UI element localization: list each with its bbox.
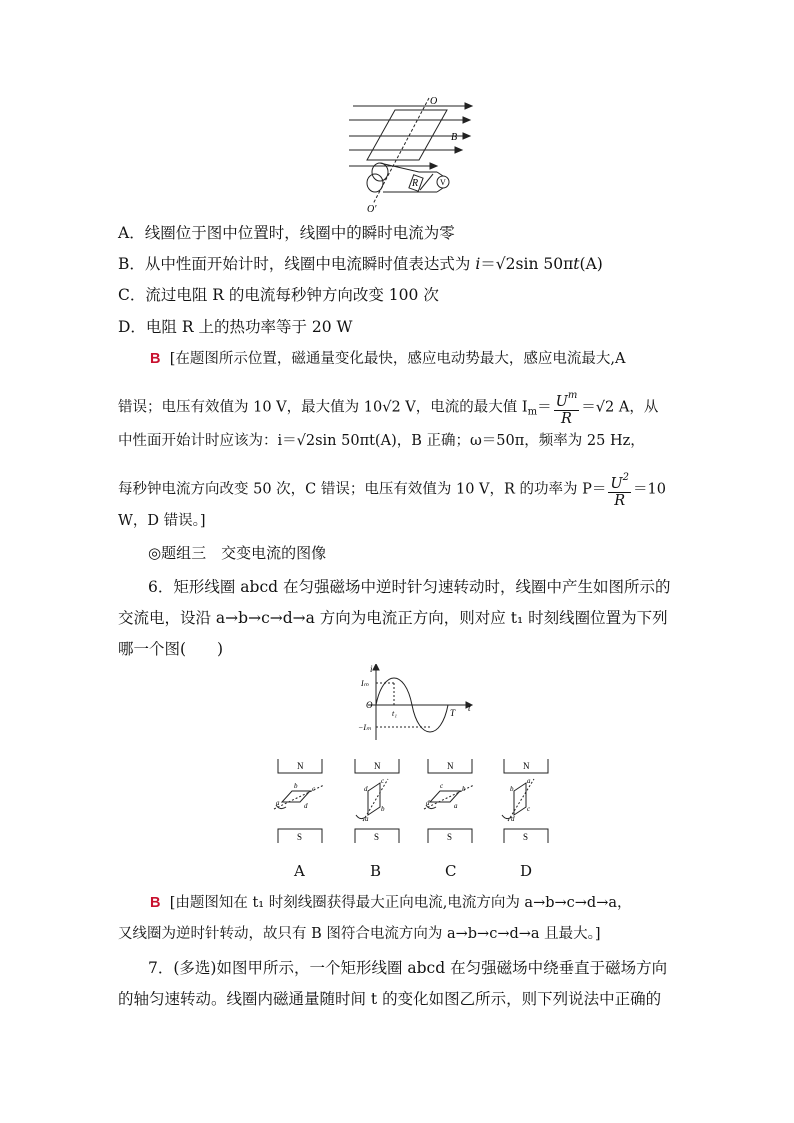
svg-text:d: d [304, 802, 308, 810]
section-title: ◎题组三 交变电流的图像 [148, 544, 327, 562]
option-c-label: C [445, 862, 457, 880]
option-d-magnet-N: N [523, 761, 530, 771]
svg-text:b: b [294, 782, 298, 790]
svg-text:c: c [440, 782, 444, 790]
q6-explanation-line1: B [由题图知在 t₁ 时刻线圈获得最大正向电流,电流方向为 a→b→c→d→a， [150, 895, 632, 911]
label-B: B [451, 132, 458, 143]
svg-text:d: d [511, 815, 515, 823]
q5-option-b: B．从中性面开始计时，线圈中电流瞬时值表达式为 i＝√2sin 50πt(A) [118, 255, 603, 273]
q6-explanation-line2: 又线圈为逆时针转动，故只有 B 图符合电流方向为 a→b→c→d→a 且最大。] [118, 926, 601, 942]
option-c-magnet-S: S [447, 832, 453, 842]
q6-line3: 哪一个图( ) [118, 640, 224, 658]
q5-explanation-line3: 中性面开始计时应该为：i＝√2sin 50πt(A)，B 正确；ω＝50π，频率为 25 Hz， [118, 433, 645, 449]
svg-text:a: a [276, 799, 280, 807]
label-O: O [430, 96, 438, 107]
graph-label-i: i [370, 664, 373, 674]
q7-line2: 的轴匀速转动。线圈内磁通量随时间 t 的变化如图乙所示，则下列说法中正确的 [118, 990, 662, 1008]
q7-line1: 7．(多选)如图甲所示，一个矩形线圈 abcd 在匀强磁场中绕垂直于磁场方向 [148, 959, 668, 977]
q5-answer-key: B [150, 351, 161, 367]
svg-text:b: b [462, 785, 466, 793]
graph-label-O: O [366, 700, 373, 710]
option-b-magnet-N: N [374, 761, 381, 771]
option-c-magnet-N: N [447, 761, 454, 771]
svg-text:a: a [527, 777, 531, 785]
q5-explanation-line4: 每秒钟电流方向改变 50 次，C 错误；电压有效值为 10 V，R 的功率为 P＝ $\frac{U^2}{R}$ ＝10 [118, 472, 666, 509]
option-b-label: B [370, 862, 382, 880]
svg-text:c: c [381, 777, 385, 785]
svg-text:a: a [365, 815, 369, 823]
svg-text:b: b [381, 805, 385, 813]
figure-coil-generator [345, 92, 475, 214]
svg-text:d: d [426, 799, 430, 807]
q5-option-d: D．电阻 R 上的热功率等于 20 W [118, 318, 353, 336]
q5-option-a: A．线圈位于图中位置时，线圈中的瞬时电流为零 [118, 224, 455, 242]
graph-label-Im: Iₘ [361, 679, 369, 688]
q6-answer-key: B [150, 895, 161, 911]
q5-explanation-line1: B [在题图所示位置，磁通量变化最快，感应电动势最大，感应电流最大,A [150, 351, 626, 367]
option-d-magnet-S: S [523, 832, 529, 842]
option-a-label: A [294, 862, 305, 880]
figure-ac-graph [358, 664, 478, 742]
svg-text:d: d [364, 785, 368, 793]
graph-label-neg-Im: −Iₘ [358, 723, 372, 732]
q5-explanation-line2: 错误；电压有效值为 10 V，最大值为 10√2 V，电流的最大值 $I_m=$ $\frac{U^m}{R}$ ＝√2 A，从 [118, 390, 659, 427]
label-V: V [440, 178, 446, 187]
svg-text:c: c [312, 785, 316, 793]
q5-option-c: C．流过电阻 R 的电流每秒钟方向改变 100 次 [118, 286, 439, 304]
option-a-magnet-S: S [297, 832, 303, 842]
q6-option-diagrams [268, 755, 558, 855]
graph-label-t: t [468, 703, 471, 713]
q6-line1: 6．矩形线圈 abcd 在匀强磁场中逆时针匀速转动时，线圈中产生如图所示的 [148, 578, 671, 596]
option-a-magnet-N: N [297, 761, 304, 771]
q5-explanation-line5: W，D 错误。] [118, 513, 206, 529]
graph-label-T: T [450, 708, 456, 718]
label-O-prime: O′ [367, 204, 377, 214]
svg-text:c: c [527, 805, 531, 813]
q6-line2: 交流电，设沿 a→b→c→d→a 方向为电流正方向，则对应 t₁ 时刻线圈位置为下列 [118, 609, 668, 627]
option-d-label: D [520, 862, 533, 880]
svg-text:a: a [454, 802, 458, 810]
svg-text:b: b [510, 785, 514, 793]
label-R: R [412, 178, 419, 189]
graph-label-t1: t₁ [392, 709, 398, 718]
option-b-magnet-S: S [374, 832, 380, 842]
